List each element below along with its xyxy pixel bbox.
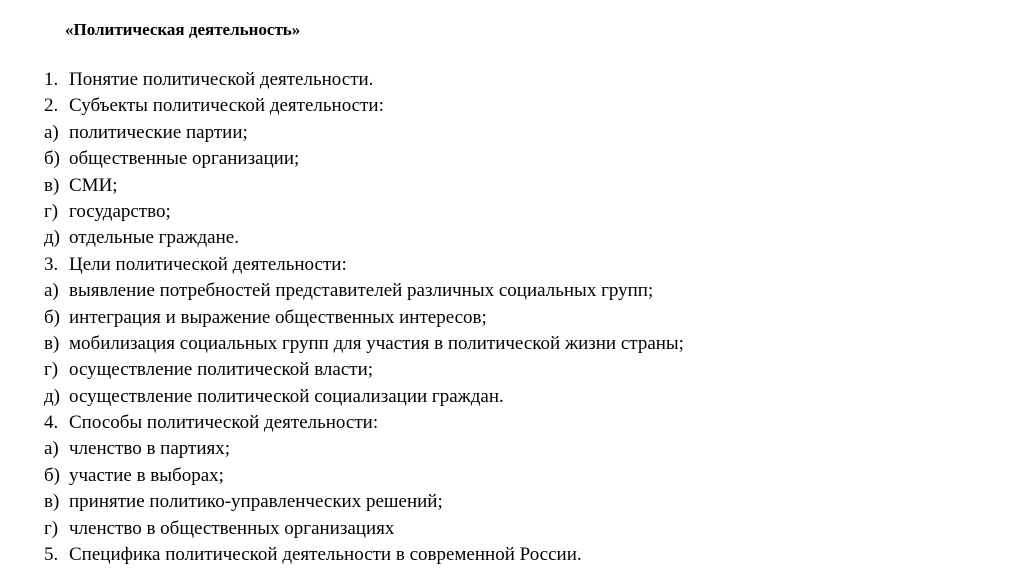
outline-item-marker: б) (44, 306, 60, 328)
outline-item (44, 278, 684, 304)
outline-item-marker: 1. (44, 69, 59, 90)
outline-item-text: участие в выборах; (69, 464, 224, 486)
outline-item-marker: а) (44, 280, 59, 302)
outline-item-marker: 4. (44, 412, 59, 434)
document-title: «Политическая деятельность» (65, 20, 301, 39)
outline-item-text: принятие политико-управленческих решений; (69, 491, 443, 513)
outline-item-marker: а) (44, 438, 59, 460)
outline-item-marker: д) (44, 385, 60, 407)
outline-item (44, 93, 684, 119)
outline-item-text: интеграция и выражение общественных интересов; (69, 306, 487, 328)
outline-item (44, 516, 684, 542)
outline-item-marker: 5. (44, 544, 59, 566)
outline-item (44, 199, 684, 225)
outline-item-text: общественные организации; (69, 148, 300, 170)
outline-item (44, 410, 684, 436)
outline-item (44, 384, 684, 410)
outline-item (44, 173, 684, 199)
outline-item-marker: 2. (44, 95, 59, 117)
outline-item-marker: а) (44, 121, 59, 143)
outline-item-text: выявление потребностей представителей различных социальных групп; (69, 280, 654, 302)
outline-item-text: политические партии; (69, 121, 248, 143)
outline-item-text: Понятие политической деятельности. (69, 69, 374, 90)
outline-item-marker: г) (44, 517, 59, 539)
outline-item-text: СМИ; (69, 174, 118, 196)
outline-item (44, 542, 684, 568)
outline-item-marker: б) (44, 148, 60, 170)
outline-item-marker: д) (44, 227, 60, 249)
outline-list (44, 67, 684, 568)
outline-item-marker: в) (44, 174, 60, 196)
outline-item-text: членство в общественных организациях (69, 517, 395, 539)
outline-item (44, 436, 684, 462)
outline-item (44, 489, 684, 515)
outline-item-marker: г) (44, 200, 59, 222)
outline-item-text: мобилизация социальных групп для участия в политической жизни страны; (69, 332, 684, 354)
outline-item-text: Цели политической деятельности: (69, 253, 347, 275)
outline-item-text: членство в партиях; (69, 438, 231, 460)
outline-item-marker: 3. (44, 253, 59, 275)
outline-item-marker: в) (44, 491, 60, 513)
outline-item-text: осуществление политической социализации граждан. (69, 385, 504, 407)
outline-item-text: Субъекты политической деятельности: (69, 95, 384, 117)
outline-item (44, 252, 684, 278)
outline-item-text: Способы политической деятельности: (69, 412, 379, 434)
outline-item (44, 146, 684, 172)
outline-item-marker: б) (44, 464, 60, 486)
outline-item-text: Специфика политической деятельности в современной России. (69, 544, 582, 566)
outline-item-text: осуществление политической власти; (69, 359, 374, 381)
outline-item (44, 225, 684, 251)
outline-item-text: государство; (69, 200, 171, 222)
outline-item (44, 357, 684, 383)
outline-item (44, 120, 684, 146)
outline-item-marker: в) (44, 332, 60, 354)
outline-item (44, 331, 684, 357)
outline-item-text: отдельные граждане. (69, 227, 239, 249)
outline-item (44, 463, 684, 489)
outline-item (44, 67, 684, 93)
outline-item (44, 305, 684, 331)
outline-item-marker: г) (44, 359, 59, 381)
